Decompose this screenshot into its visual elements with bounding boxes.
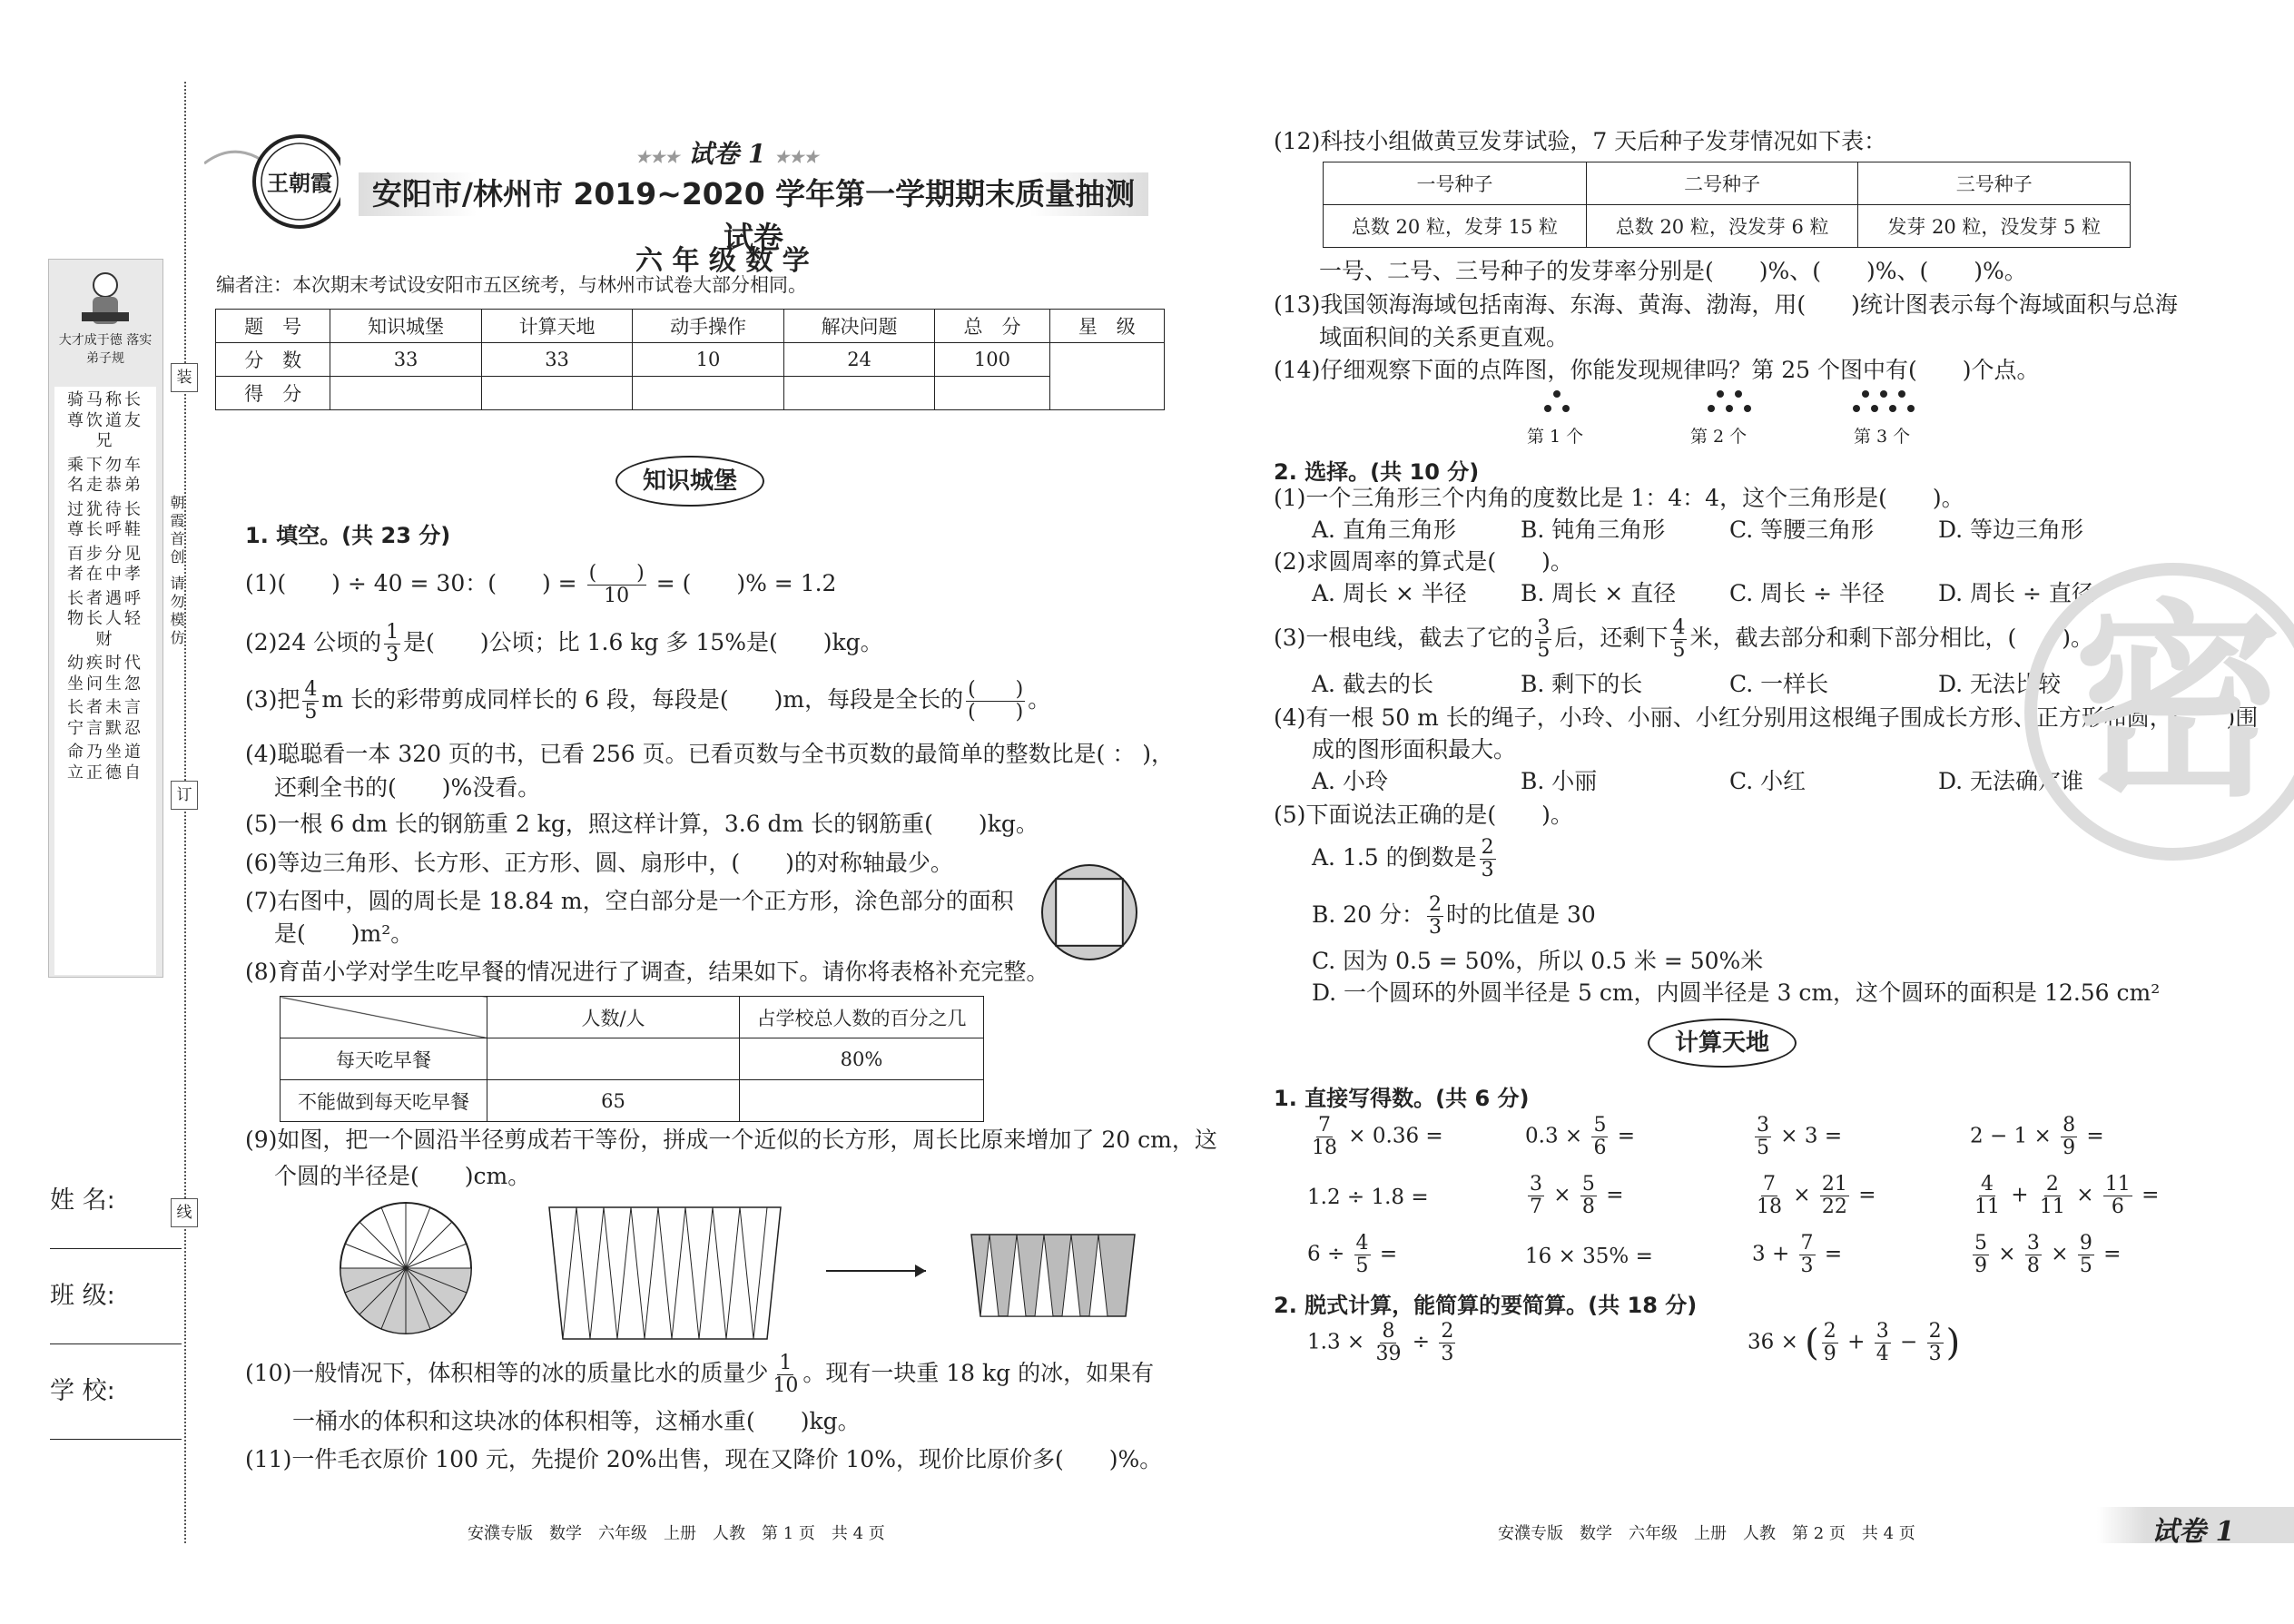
question-13a: (13)我国领海海域包括南海、东海、黄海、渤海，用( )统计图表示每个海域面积与总海 — [1274, 291, 2178, 318]
question-12: (12)科技小组做黄豆发芽试验，7 天后种子发芽情况如下表： — [1274, 128, 1887, 154]
score-header: 解决问题 — [783, 310, 935, 343]
sidebar-panel — [48, 259, 163, 978]
seed-cell: 总数 20 粒，没发芽 6 粒 — [1586, 205, 1858, 248]
exam-title: 安阳市/林州市 2019~2020 学年第一学期期末质量抽测试卷 — [371, 176, 1136, 255]
question-12b: 一号、二号、三号种子的发芽率分别是( )%、( )%、( )%。 — [1319, 258, 2027, 284]
choice-5a[interactable]: A. 1.5 的倒数是 $\frac{2}{3}$ — [1312, 836, 1494, 882]
right-page-footer: 安濮专版 数学 六年级 上册 人教 第 2 页 共 4 页 — [1498, 1524, 1915, 1543]
sidebar-verse: 骑马称长尊饮道友兄 — [67, 390, 143, 450]
class-label: 班 级: — [50, 1282, 115, 1310]
seed-header: 一号种子 — [1324, 162, 1587, 205]
option[interactable]: B. 小丽 — [1521, 768, 1598, 794]
score-cell: 33 — [481, 343, 633, 377]
choice-4a: (4)有一根 50 m 长的绳子，小玲、小丽、小红分别用这根绳子围成长方形、正方形和圆，( )围 — [1274, 704, 2259, 731]
option[interactable]: B. 周长 × 直径 — [1521, 580, 1677, 606]
logo-text: 王朝霞 — [267, 170, 332, 196]
choice-5d[interactable]: D. 一个圆环的外圆半径是 5 cm，内圆半径是 3 cm，这个圆环的面积是 12.56 cm² — [1312, 979, 2161, 1006]
sidebar-motto: 大才成于德 落实弟子规 — [58, 333, 153, 366]
math-item[interactable]: $\frac{7}{18}$ × $\frac{21}{22}$ = — [1757, 1173, 1876, 1219]
dot-label: 第 1 个 — [1527, 427, 1584, 447]
corner-tab — [2097, 1507, 2294, 1548]
diagonal-cell — [281, 997, 487, 1038]
option[interactable]: A. 周长 × 半径 — [1312, 580, 1467, 606]
seed-header: 二号种子 — [1586, 162, 1858, 205]
school-label: 学 校: — [50, 1377, 115, 1405]
subject-title: 六 年 级 数 学 — [635, 245, 810, 277]
brand-logo — [204, 127, 340, 231]
sidebar-mascot — [76, 267, 134, 330]
option[interactable]: D. 无法确定谁 — [1938, 768, 2084, 794]
score-header: 题 号 — [216, 310, 330, 343]
seed-header: 三号种子 — [1858, 162, 2131, 205]
option[interactable]: A. 直角三角形 — [1312, 517, 1456, 543]
option[interactable]: D. 周长 ÷ 直径 — [1938, 580, 2094, 606]
question-4a: (4)聪聪看一本 320 页的书，已看 256 页。已看页数与全书页数的最简单的整数比是( ： )， — [245, 741, 1175, 767]
seal-label-xian: 线 — [171, 1198, 198, 1227]
sidebar-side-note: 朝霞首创 请勿模仿 — [168, 495, 185, 649]
calc-part2-heading: 2. 脱式计算，能简算的要简算。(共 18 分) — [1274, 1293, 1698, 1318]
choice-2: (2)求圆周率的算式是( )。 — [1274, 548, 1573, 575]
question-7b: 是( )m²。 — [274, 920, 414, 947]
seal-label-ding: 订 — [171, 781, 198, 810]
breakfast-header: 占学校总人数的百分之几 — [740, 997, 984, 1038]
option[interactable]: C. 周长 ÷ 半径 — [1729, 580, 1885, 606]
score-cell: 33 — [330, 343, 482, 377]
question-10b: 一桶水的体积和这块冰的体积相等，这桶水重( )kg。 — [292, 1408, 861, 1434]
sidebar-verse-block — [54, 387, 156, 975]
choice-1: (1)一个三角形三个内角的度数比是 1：4：4，这个三角形是( )。 — [1274, 485, 1964, 511]
calc-part1-heading: 1. 直接写得数。(共 6 分) — [1274, 1086, 1530, 1111]
dot-pattern-figure — [1507, 383, 1961, 447]
question-9a: (9)如图，把一个圆沿半径剪成若干等份，拼成一个近似的长方形，周长比原来增加了 20 cm，这 — [245, 1127, 1217, 1153]
seal-label-zhuang: 装 — [171, 363, 198, 392]
breakfast-cell: 80% — [740, 1038, 984, 1080]
option[interactable]: A. 截去的长 — [1312, 671, 1433, 697]
series-badge: ★★★ 试卷 1 ★★★ — [635, 139, 819, 169]
score-input[interactable] — [935, 377, 1049, 410]
name-label: 姓 名: — [50, 1186, 115, 1215]
sidebar-verse: 幼疾时代坐问生忽 — [67, 654, 143, 694]
math-item[interactable]: 1.2 ÷ 1.8 = — [1307, 1186, 1429, 1209]
question-10a: (10)一般情况下，体积相等的冰的质量比水的质量少 $\frac{1}{10}$ 。现有一块重 18 kg 的冰，如果有 — [245, 1352, 1155, 1398]
breakfast-header: 人数/人 — [487, 997, 740, 1038]
binding-dotted-line — [184, 82, 186, 1543]
math-item[interactable]: $\frac{3}{5}$ × 3 = — [1757, 1114, 1843, 1160]
sidebar-verse: 百步分见者在中孝 — [67, 544, 143, 584]
choice-5c[interactable]: C. 因为 0.5 = 50%，所以 0.5 米 = 50%米 — [1312, 948, 1764, 974]
math-item[interactable]: 0.3 × $\frac{5}{6}$ = — [1525, 1114, 1636, 1160]
breakfast-table — [280, 996, 984, 1122]
stepwise-calc-2[interactable]: 36 × ( $\frac{2}{9}$ + $\frac{3}{4}$ − $\frac{2}{3}$ ) — [1748, 1320, 1961, 1366]
question-4b: 还剩全书的( )%没看。 — [274, 774, 541, 801]
question-5: (5)一根 6 dm 长的钢筋重 2 kg，照这样计算，3.6 dm 长的钢筋重( )kg。 — [245, 811, 1039, 837]
score-header: 计算天地 — [481, 310, 633, 343]
stamp-char: 密 — [2073, 580, 2283, 825]
breakfast-cell: 65 — [487, 1080, 740, 1122]
sidebar-verse: 命乃坐道立正德自 — [67, 743, 143, 782]
circle-sector-figure — [336, 1198, 1153, 1352]
sidebar-verse: 长者遇呼物长人轻财 — [67, 588, 143, 649]
choice-4-options — [1312, 767, 2147, 797]
choice-4b: 成的图形面积最大。 — [1312, 736, 1517, 763]
question-2: (2)24 公顷的 $\frac{1}{3}$ 是( )公顷；比 1.6 kg 多 15%是( )kg。 — [245, 621, 883, 667]
part2-heading: 2. 选择。(共 10 分) — [1274, 459, 1480, 485]
sidebar-verse: 过犹待长尊长呼鞋 — [67, 499, 143, 539]
score-header: 知识城堡 — [330, 310, 482, 343]
mental-math-grid — [1307, 1115, 2179, 1287]
question-14: (14)仔细观察下面的点阵图，你能发现规律吗？第 25 个图中有( )个点。 — [1274, 357, 2040, 383]
sidebar-verse: 长者未言宁言默忍 — [67, 698, 143, 738]
question-3: (3)把 $\frac{4}{5}$ m 长的彩带剪成同样长的 6 段，每段是( )m，每段是全长的 $\frac{( )}{( )}$ 。 — [245, 678, 1051, 724]
option[interactable]: A. 小玲 — [1312, 768, 1388, 794]
question-9b: 个圆的半径是( )cm。 — [274, 1163, 531, 1189]
score-cell: 100 — [935, 343, 1049, 377]
score-input[interactable] — [783, 377, 935, 410]
seed-table — [1323, 162, 2131, 248]
math-item[interactable]: 3 + $\frac{7}{3}$ = — [1752, 1232, 1843, 1278]
option[interactable]: B. 钝角三角形 — [1521, 517, 1666, 543]
score-cell: 分 数 — [216, 343, 330, 377]
left-page-footer: 安濮专版 数学 六年级 上册 人教 第 1 页 共 4 页 — [468, 1524, 885, 1543]
question-13b: 域面积间的关系更直观。 — [1319, 324, 1570, 350]
score-cell: 得 分 — [216, 377, 330, 410]
choice-3-options — [1312, 670, 2147, 700]
option[interactable]: D. 无法比较 — [1938, 671, 2062, 697]
choice-5: (5)下面说法正确的是( )。 — [1274, 802, 1573, 828]
math-item[interactable]: 6 ÷ $\frac{4}{5}$ = — [1307, 1232, 1398, 1278]
score-header: 动手操作 — [633, 310, 784, 343]
editor-note: 编者注：本次期末考试设安阳市五区统考，与林州市试卷大部分相同。 — [216, 274, 807, 296]
breakfast-row-label: 不能做到每天吃早餐 — [281, 1080, 487, 1122]
choice-3: (3)一根电线，截去了它的 $\frac{3}{5}$ 后，还剩下 $\frac{4}{5}$ 米，截去部分和剩下部分相比，( )。 — [1274, 616, 2093, 663]
math-item[interactable]: $\frac{5}{9}$ × $\frac{3}{8}$ × $\frac{9}{5}$ = — [1974, 1232, 2122, 1278]
choice-5b[interactable]: B. 20 分： $\frac{2}{3}$ 时的比值是 30 — [1312, 893, 1596, 940]
question-1: (1)( ) ÷ 40 = 30：( ) = $\frac{( )}{10}$ = ( )% = 1.2 — [245, 562, 837, 608]
corner-series-label: 试卷 1 — [2151, 1516, 2235, 1548]
title-banner — [359, 172, 1148, 255]
score-header: 星 级 — [1049, 310, 1164, 343]
breakfast-row-label: 每天吃早餐 — [281, 1038, 487, 1080]
breakfast-answer[interactable] — [487, 1038, 740, 1080]
score-input[interactable] — [633, 377, 784, 410]
choice-2-options — [1312, 579, 2147, 609]
name-field[interactable] — [50, 1180, 182, 1249]
score-input[interactable] — [481, 377, 633, 410]
score-header: 总 分 — [935, 310, 1049, 343]
option[interactable]: C. 等腰三角形 — [1729, 517, 1875, 543]
dot-label: 第 3 个 — [1854, 427, 1911, 447]
option[interactable]: C. 一样长 — [1729, 671, 1829, 697]
choice-1-options — [1312, 516, 2147, 546]
question-6: (6)等边三角形、长方形、正方形、圆、扇形中，( )的对称轴最少。 — [245, 850, 953, 876]
circle-square-figure — [1039, 862, 1139, 966]
math-item[interactable]: 2 − 1 × $\frac{8}{9}$ = — [1970, 1114, 2104, 1160]
math-item[interactable]: $\frac{3}{7}$ × $\frac{5}{8}$ = — [1530, 1173, 1624, 1219]
score-table — [215, 309, 1165, 410]
seed-cell: 发芽 20 粒，没发芽 5 粒 — [1858, 205, 2131, 248]
school-field[interactable] — [50, 1371, 182, 1440]
question-7a: (7)右图中，圆的周长是 18.84 m，空白部分是一个正方形，涂色部分的面积 — [245, 888, 1014, 914]
score-input[interactable] — [330, 377, 482, 410]
score-cell: 10 — [633, 343, 784, 377]
stepwise-calc-1[interactable]: 1.3 × $\frac{8}{39}$ ÷ $\frac{2}{3}$ — [1307, 1320, 1454, 1366]
star-cell[interactable] — [1049, 343, 1164, 410]
option[interactable]: C. 小红 — [1729, 768, 1807, 794]
question-8: (8)育苗小学对学生吃早餐的情况进行了调查，结果如下。请你将表格补充完整。 — [245, 959, 1049, 985]
part1-heading: 1. 填空。(共 23 分) — [245, 523, 451, 548]
option[interactable]: D. 等边三角形 — [1938, 517, 2084, 543]
series-label: 试卷 1 — [688, 139, 766, 169]
math-item[interactable]: 16 × 35% = — [1525, 1245, 1653, 1268]
option[interactable]: B. 剩下的长 — [1521, 671, 1643, 697]
section-calculation: 计算天地 — [1648, 1019, 1797, 1068]
class-field[interactable] — [50, 1275, 182, 1344]
math-item[interactable]: $\frac{7}{18}$ × 0.36 = — [1312, 1114, 1443, 1160]
math-item[interactable]: $\frac{4}{11}$ + $\frac{2}{11}$ × $\frac{11}{6}$ = — [1974, 1173, 2160, 1219]
question-11: (11)一件毛衣原价 100 元，先提价 20%出售，现在又降价 10%，现价比原价多( )%。 — [245, 1446, 1163, 1472]
score-cell: 24 — [783, 343, 935, 377]
section-knowledge: 知识城堡 — [615, 456, 764, 507]
sidebar-verse: 乘下勿车名走恭弟 — [67, 455, 143, 495]
seed-cell: 总数 20 粒，发芽 15 粒 — [1324, 205, 1587, 248]
breakfast-answer[interactable] — [740, 1080, 984, 1122]
dot-label: 第 2 个 — [1690, 427, 1748, 447]
